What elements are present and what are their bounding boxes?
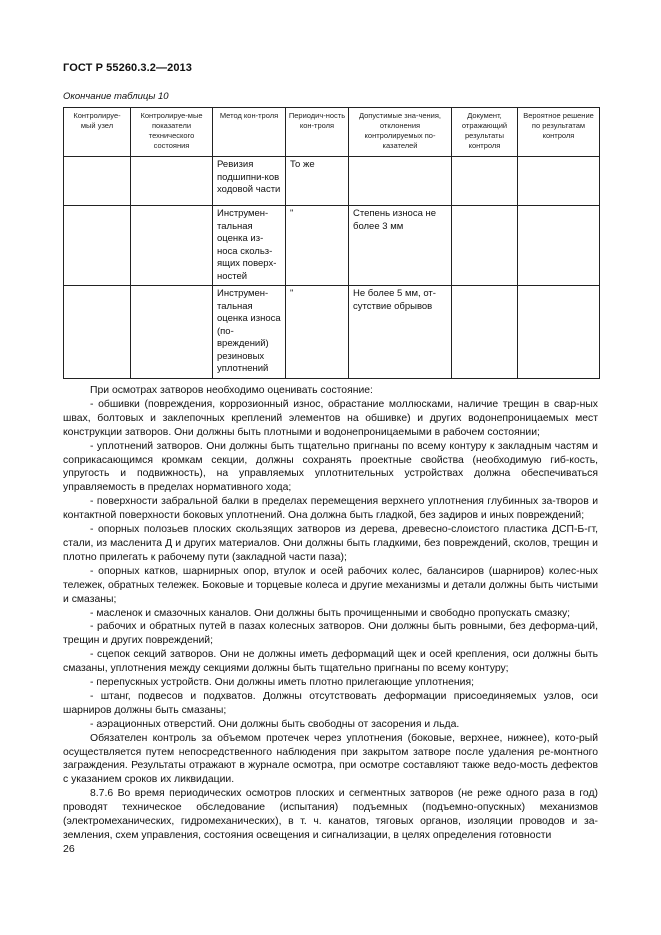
cell-node	[64, 206, 131, 286]
col-header-node: Контролируе-мый узел	[64, 108, 131, 157]
col-header-period: Периодич-ность кон-троля	[286, 108, 349, 157]
paragraph: - опорных полозьев плоских скользящих затворов из дерева, древесно-слоистого пластика ДСП-Б-гт, стали, из масленита Д и других материалов. Они должны быть гладкими, без повреждений, сколов, трещин и плотно прилегать к рабочему пути (закладной части паза);	[63, 524, 598, 563]
table-caption: Окончание таблицы 10	[63, 91, 169, 102]
cell-node	[64, 286, 131, 379]
cell-method: Инструмен-тальная оценка из-носа скольз-ящих поверх-ностей	[213, 206, 286, 286]
col-header-decision: Вероятное решение по результатам контроля	[518, 108, 600, 157]
paragraph: - перепускных устройств. Они должны иметь плотно прилегающие уплотнения;	[90, 677, 474, 689]
col-header-document: Документ, отражающий результаты контроля	[452, 108, 518, 157]
paragraph: - рабочих и обратных путей в пазах колесных затворов. Они должны быть ровными, без деформа-ций, трещин и других повреждений;	[63, 621, 598, 647]
cell-document	[452, 286, 518, 379]
paragraph: - уплотнений затворов. Они должны быть тщательно пригнаны по всему контуру к закладным частям и соприкасающимся кромкам секции, должны сохранять проектные свойства (необходимую гиб-кость, упругость и подвижность), на управляемых уплотнительных устройствах должна обеспечиваться управляемость в пределах нормативного хода;	[63, 440, 598, 494]
cell-decision	[518, 286, 600, 379]
cell-indicators	[131, 157, 213, 206]
table-row	[64, 286, 600, 379]
cell-indicators	[131, 286, 213, 379]
cell-method: Ревизия подшипни-ков ходовой части	[213, 157, 286, 206]
cell-allowed: Не более 5 мм, от-сутствие обрывов	[349, 286, 452, 379]
cell-indicators	[131, 206, 213, 286]
cell-document	[452, 206, 518, 286]
cell-decision	[518, 206, 600, 286]
control-table	[63, 107, 600, 379]
table-header-row	[64, 108, 600, 157]
paragraph: При осмотрах затворов необходимо оценивать состояние:	[90, 385, 373, 396]
cell-period: То же	[286, 157, 349, 206]
col-header-method: Метод кон-троля	[213, 108, 286, 157]
cell-node	[64, 157, 131, 206]
cell-period: "	[286, 286, 349, 379]
paragraph: Обязателен контроль за объемом протечек через уплотнения (боковые, верхнее, нижнее), кото-рый осуществляется путем непосредственного наблюдения при закрытом затворе после удаления ре-монтного заграждения. Результаты отражают в журнале осмотра, при осмотре составляют также ведо-мость дефектов с указанием сроков их ликвидации.	[63, 732, 598, 786]
cell-allowed	[349, 157, 452, 206]
cell-decision	[518, 157, 600, 206]
paragraph: - масленок и смазочных каналов. Они должны быть прочищенными и свободно пропускать смазку;	[90, 607, 571, 619]
table-row	[64, 206, 600, 286]
paragraph: - поверхности забральной балки в пределах перемещения верхнего уплотнения глубинных за-творов и контактной поверхности боковых уплотнений. Она должна быть гладкой, без задиров и иных повреждений;	[63, 496, 598, 522]
cell-allowed: Степень износа не более 3 мм	[349, 206, 452, 286]
cell-period: "	[286, 206, 349, 286]
col-header-indicators: Контролируе-мые показатели технического состояния	[131, 108, 213, 157]
paragraph: - аэрационных отверстий. Они должны быть свободны от засорения и льда.	[90, 718, 460, 730]
cell-document	[452, 157, 518, 206]
col-header-allowed-values: Допустимые зна-чения, отклонения контролируемых по-казателей	[349, 108, 452, 157]
paragraph: - обшивки (повреждения, коррозионный износ, обрастание моллюсками, наличие трещин в свар-ных швах, болтовых и заклепочных креплений элементов на обшивке) и других водонепроницаемых мест конструкции затворов. Они должны быть плотными и водонепроницаемыми в рабочем состоянии;	[63, 398, 598, 438]
document-header: ГОСТ Р 55260.3.2—2013	[63, 62, 192, 74]
paragraph: - опорных катков, шарнирных опор, втулок и осей рабочих колес, балансиров (шарниров) колес-ных тележек, обратных тележек. Боковые и торцевые колеса и другие механизмы и детали должны быть чистыми и смазаны;	[63, 565, 598, 605]
page-number: 26	[63, 843, 75, 855]
body-text	[63, 384, 598, 843]
cell-method: Инструмен-тальная оценка износа (по-вреждений) резиновых уплотнений	[213, 286, 286, 379]
paragraph: - штанг, подвесов и подхватов. Должны отсутствовать деформации присоединяемых узлов, оси шарниров должны быть смазаны;	[63, 690, 598, 716]
paragraph: 8.7.6 Во время периодических осмотров плоских и сегментных затворов (не реже одного раза в год) проводят техническое обследование (испытания) подъемных (подъемно-опускных) механизмов (электромеханических, гидромеханических), в т. ч. канатов, тяговых органов, изоляции проводов и за-земления, схем управления, состояния освещения и сигнализации, в целях определения готовности	[63, 788, 598, 841]
paragraph: - сцепок секций затворов. Они не должны иметь деформаций щек и осей крепления, оси должны быть смазаны, уплотнения между секциями должны быть тщательно пригнаны по всему контуру;	[63, 649, 598, 675]
table-row	[64, 157, 600, 206]
